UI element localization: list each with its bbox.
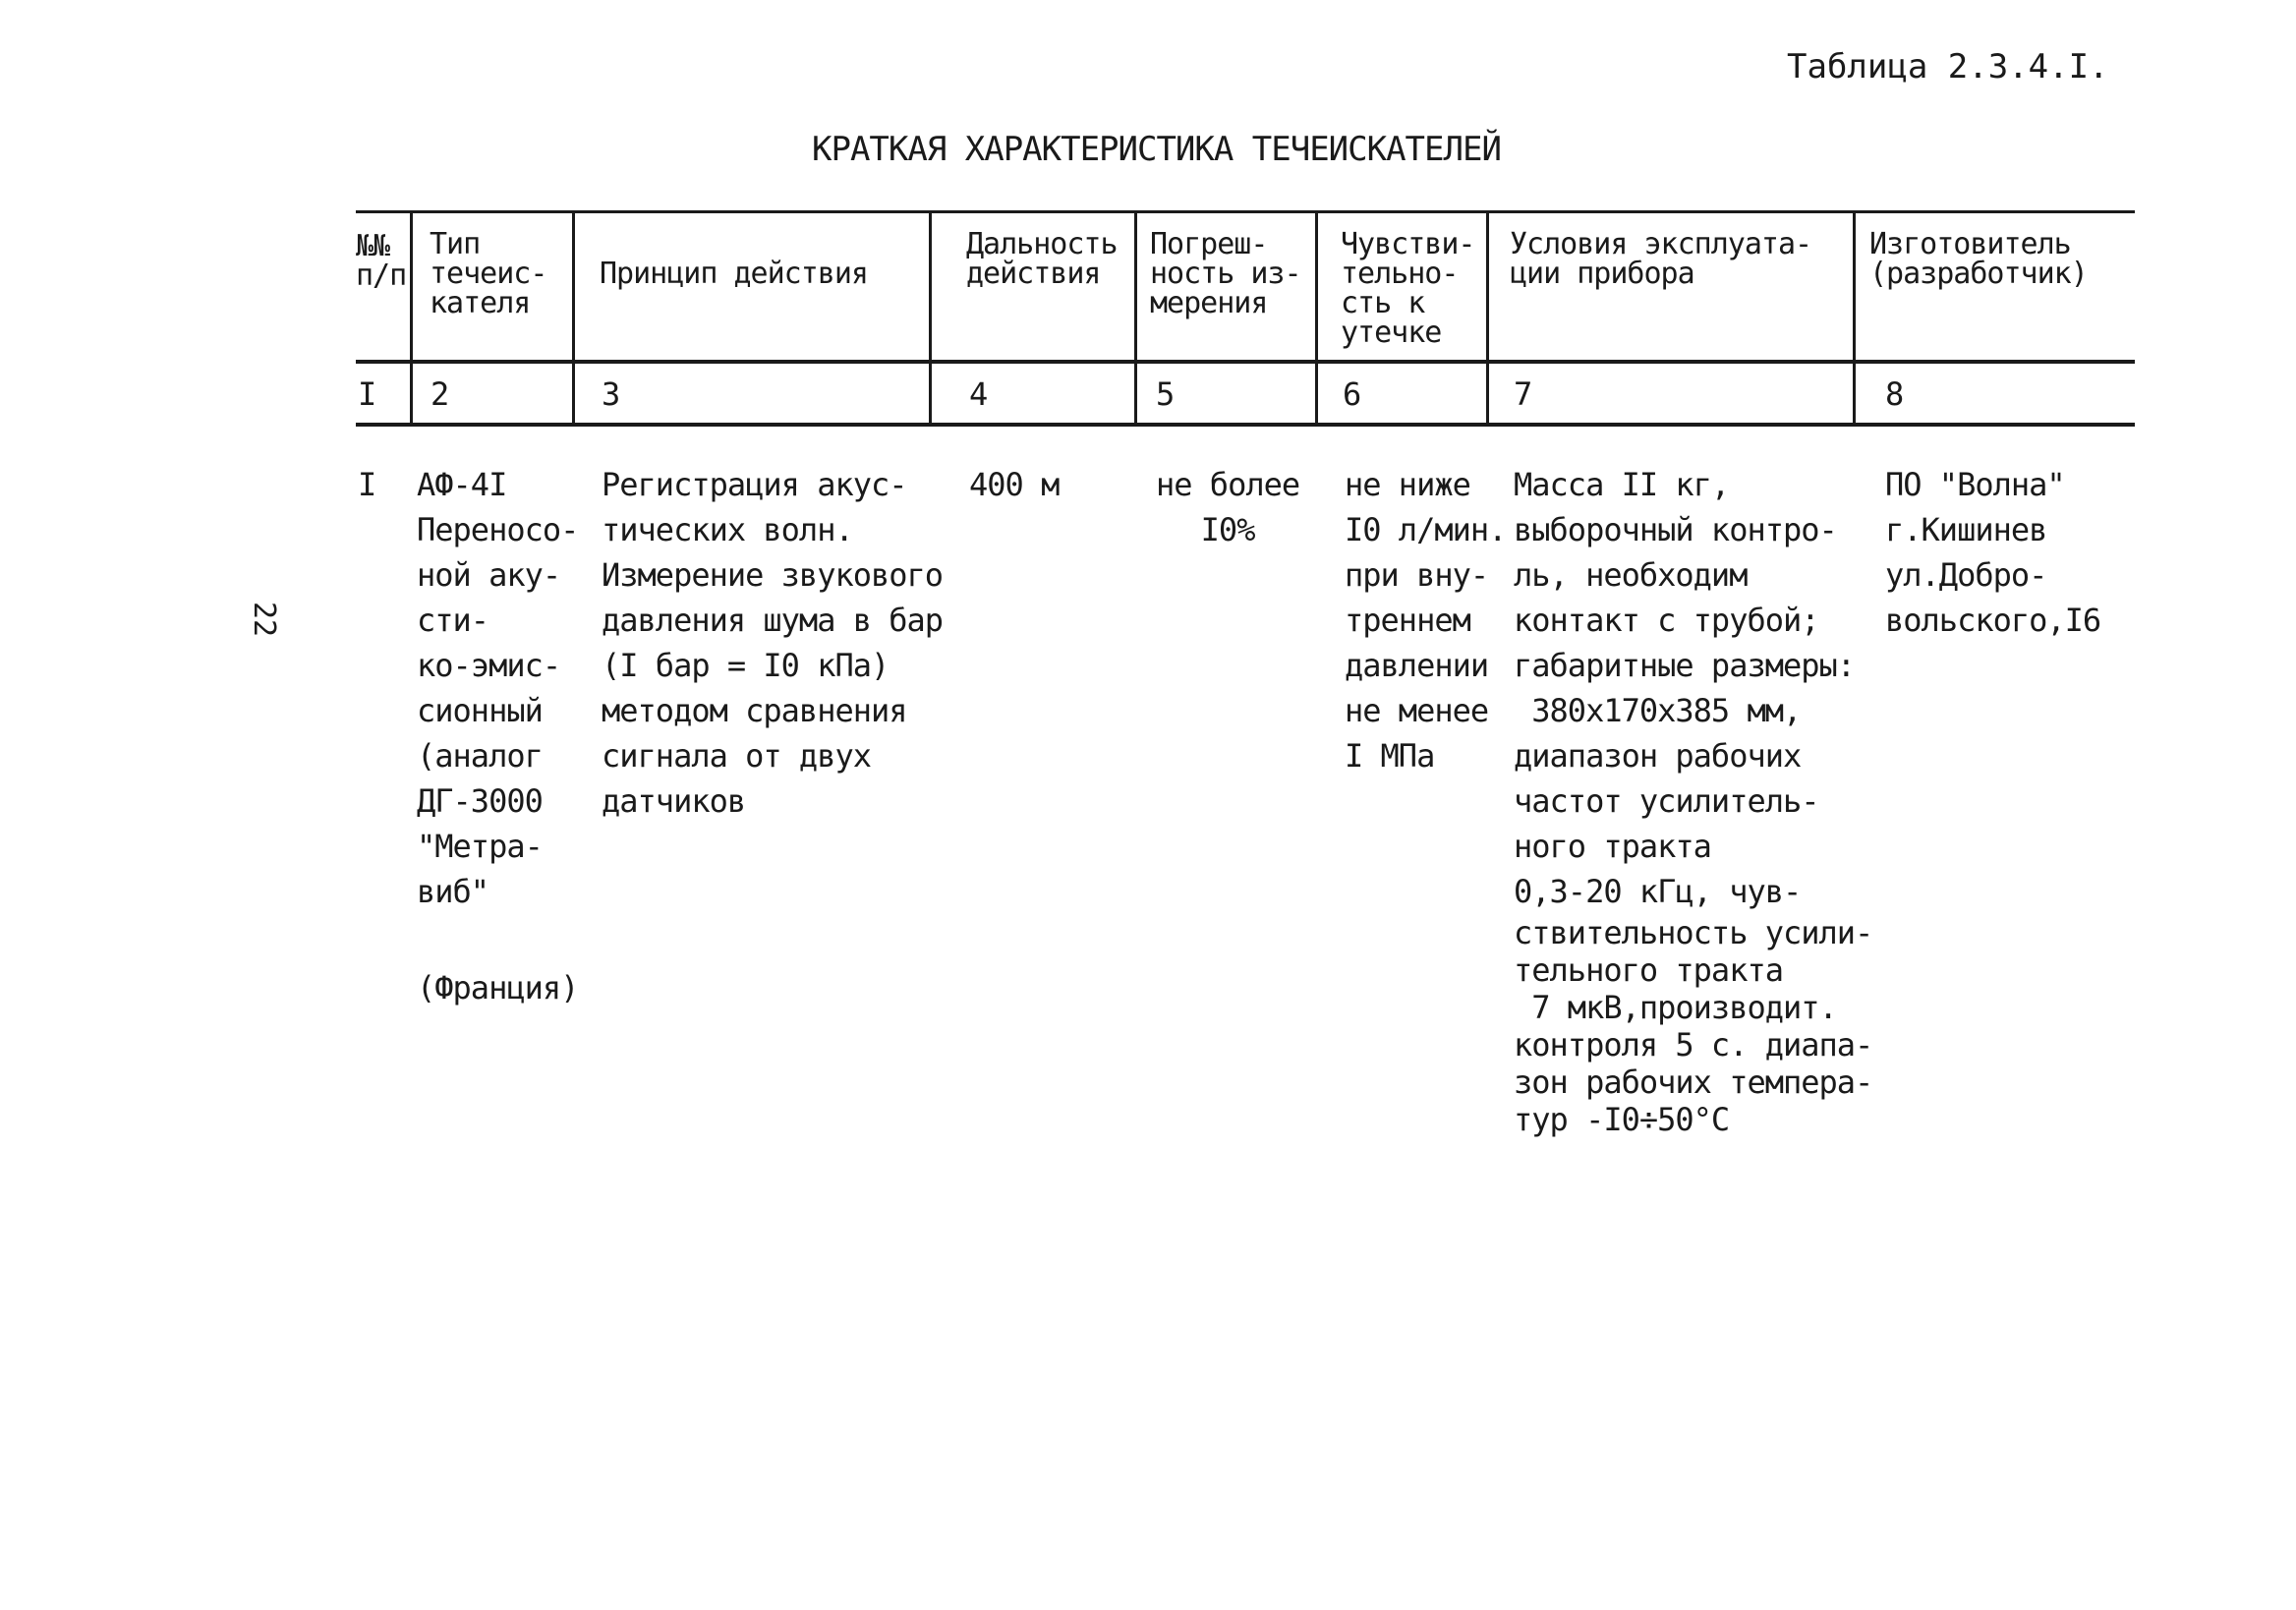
- row-conditions-continued: ствительность усили- тельного тракта 7 мкВ,производит. контроля 5 с. диапа- зон рабочих темпера- тур -I0÷50°С: [1514, 914, 1873, 1138]
- document-title: КРАТКАЯ ХАРАКТЕРИСТИКА ТЕЧЕИСКАТЕЛЕЙ: [812, 130, 1501, 169]
- header-sensitivity: Чувстви- тельно- сть к утечке: [1341, 227, 1475, 350]
- header-conditions: Условия эксплуата- ции прибора: [1510, 227, 1812, 291]
- column-number: 4: [969, 375, 989, 413]
- table-top-rule: [356, 210, 2135, 213]
- header-error: Погреш- ность из- мерения: [1150, 227, 1301, 320]
- page-number: 22: [247, 602, 281, 638]
- column-divider: [410, 212, 413, 425]
- header-number: №№ п/п: [356, 229, 407, 293]
- column-divider: [1853, 212, 1856, 425]
- row-error: не более I0%: [1156, 466, 1300, 548]
- header-bottom-rule: [356, 360, 2135, 364]
- header-manufacturer: Изготовитель (разработчик): [1869, 227, 2088, 291]
- column-divider: [929, 212, 932, 425]
- column-number: 3: [602, 375, 621, 413]
- table-label: Таблица 2.3.4.I.: [1787, 47, 2109, 86]
- header-principle: Принцип действия: [600, 257, 868, 291]
- row-manufacturer: ПО "Волна" г.Кишинев ул.Добро- вольского,I6: [1885, 466, 2101, 639]
- column-divider: [1486, 212, 1489, 425]
- row-range: 400 м: [969, 466, 1060, 503]
- column-number: 6: [1343, 375, 1362, 413]
- column-divider: [1134, 212, 1137, 425]
- row-conditions: Масса II кг, выборочный контро- ль, необходим контакт с трубой; габаритные размеры: 380х170х385 мм, диапазон рабочих частот усилитель- ного тракта 0,3-20 кГц, чув-: [1514, 466, 1856, 910]
- row-principle: Регистрация акус- тических волн. Измерение звукового давления шума в бар (I бар = I0 кПа) методом сравнения сигнала от двух датчиков: [602, 466, 944, 820]
- header-type: Тип течеис- кателя: [430, 227, 547, 320]
- column-number: 7: [1514, 375, 1533, 413]
- row-sensitivity: не ниже I0 л/мин. при вну- треннем давлении не менее I МПа: [1345, 466, 1507, 775]
- header-range: Дальность действия: [966, 227, 1118, 291]
- row-number: I: [358, 466, 376, 503]
- column-number: 8: [1885, 375, 1905, 413]
- column-number: 5: [1156, 375, 1176, 413]
- column-divider: [1315, 212, 1318, 425]
- column-number: I: [358, 375, 377, 413]
- row-type: АФ-4I Переносо- ной аку- сти- ко-эмис- сионный (аналог ДГ-3000 "Метра- виб": [417, 466, 579, 910]
- column-divider: [572, 212, 575, 425]
- column-numbers-bottom-rule: [356, 423, 2135, 427]
- row-type-country: (Франция): [417, 969, 579, 1006]
- column-number: 2: [430, 375, 450, 413]
